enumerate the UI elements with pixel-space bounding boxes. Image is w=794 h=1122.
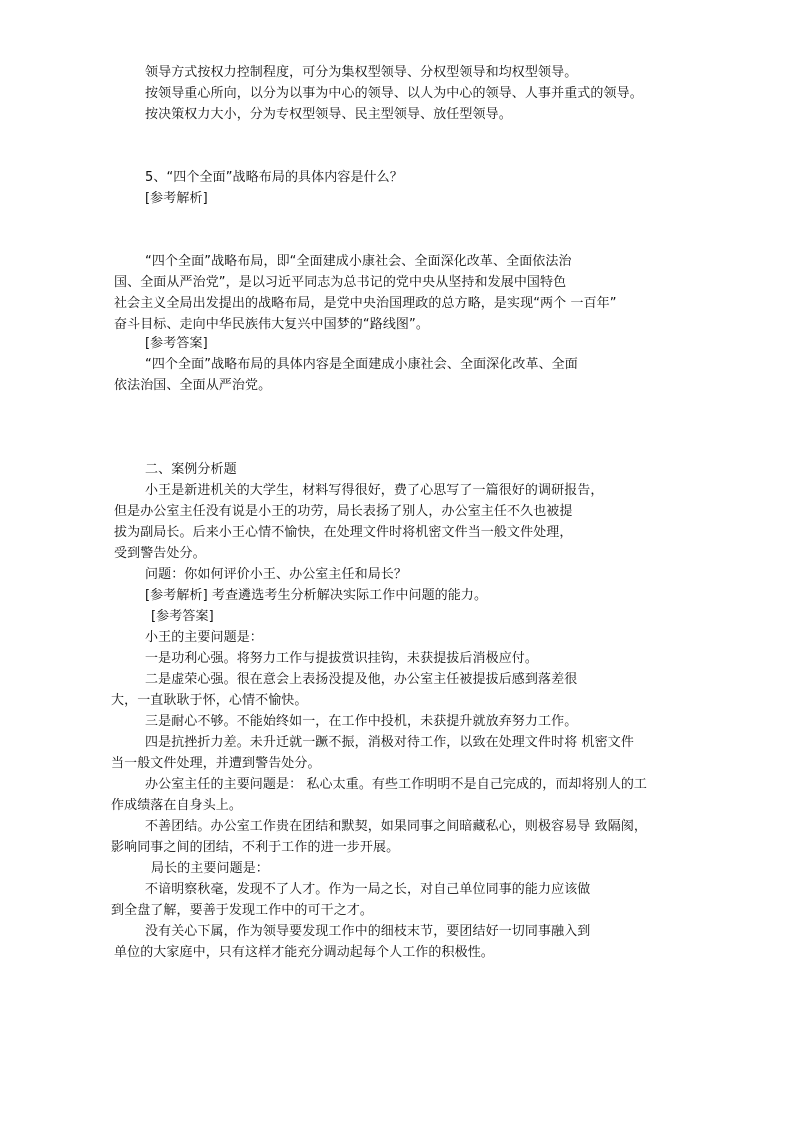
case-answer-line: 单位的大家庭中，只有这样才能充分调动起每个人工作的积极性。	[114, 945, 494, 960]
case-question: 问题：你如何评价小王、办公室主任和局长？	[145, 567, 408, 582]
case-answer-line: 到全盘了解，要善于发现工作中的可干之才。	[111, 903, 374, 918]
case-analysis: [参考解析] 考查遴选考生分析解决实际工作中问题的能力。	[145, 588, 488, 603]
q5-analysis-line: 社会主义全局出发提出的战略布局，是党中央治国理政的总方略，是实现“两个 一百年”	[114, 296, 617, 311]
case-answer-line: 小王的主要问题是：	[145, 630, 263, 645]
q5-answer-line: 依法治国、全面从严治党。	[114, 378, 272, 393]
q5-analysis-label: [参考解析]	[145, 191, 208, 206]
case-answer-line: 局长的主要问题是：	[151, 861, 269, 876]
case-answer-line: 三是耐心不够。不能始终如一，在工作中投机，未获提升就放弃努力工作。	[145, 714, 578, 729]
case-answer-line: 影响同事之间的团结，不利于工作的进一步开展。	[111, 840, 400, 855]
case-answer-line: 大，一直耿耿于怀，心情不愉快。	[111, 693, 308, 708]
case-answer-line: 一是功利心强。将努力工作与提拔赏识挂钩，未获提拔后消极应付。	[145, 651, 539, 666]
case-answer-label: [参考答案]	[151, 609, 214, 624]
case-line: 受到警告处分。	[114, 546, 206, 561]
case-answer-line: 当一般文件处理，并遭到警告处分。	[111, 756, 321, 771]
case-answer-line: 没有关心下属，作为领导要发现工作中的细枝末节，要团结好一切同事融入到	[145, 924, 591, 939]
case-line: 小王是新进机关的大学生，材料写得很好，费了心思写了一篇很好的调研报告，	[145, 483, 604, 498]
section-2-heading: 二、案例分析题	[145, 462, 237, 477]
question-5-title: 5、“四个全面”战略布局的具体内容是什么？	[145, 170, 403, 185]
leadership-type-line: 按决策权力大小，分为专权型领导、民主型领导、放任型领导。	[145, 107, 512, 122]
leadership-type-line: 领导方式按权力控制程度，可分为集权型领导、分权型领导和均权型领导。	[145, 65, 578, 80]
case-line: 但是办公室主任没有说是小王的功劳，局长表扬了别人，办公室主任不久也被提	[114, 504, 573, 519]
case-answer-line: 不谙明察秋毫，发现不了人才。作为一局之长，对自己单位同事的能力应该做	[145, 882, 591, 897]
case-line: 拔为副局长。后来小王心情不愉快，在处理文件时将机密文件当一般文件处理，	[114, 525, 573, 540]
q5-analysis-line: 国、全面从严治党”，是以习近平同志为总书记的党中央从坚持和发展中国特色	[114, 275, 567, 290]
case-answer-line: 四是抗挫折力差。未升迁就一蹶不振，消极对待工作，以致在处理文件时将 机密文件	[145, 735, 634, 750]
case-answer-line: 作成绩落在自身头上。	[111, 798, 243, 813]
case-answer-line: 不善团结。办公室工作贵在团结和默契，如果同事之间暗藏私心，则极容易导 致隔阂，	[145, 819, 648, 834]
case-answer-line: 办公室主任的主要问题是： 私心太重。有些工作明明不是自己完成的，而却将别人的工	[145, 777, 648, 792]
q5-answer-line: “四个全面”战略布局的具体内容是全面建成小康社会、全面深化改革、全面	[145, 357, 578, 372]
q5-answer-label: [参考答案]	[145, 336, 208, 351]
q5-analysis-line: “四个全面”战略布局，即“全面建成小康社会、全面深化改革、全面依法治	[145, 254, 572, 269]
case-answer-line: 二是虚荣心强。很在意会上表扬没提及他，办公室主任被提拔后感到落差很	[145, 672, 578, 687]
leadership-type-line: 按领导重心所向，以分为以事为中心的领导、以人为中心的领导、人事并重式的领导。	[145, 86, 643, 101]
q5-analysis-line: 奋斗目标、走向中华民族伟大复兴中国梦的“路线图”。	[114, 317, 429, 332]
